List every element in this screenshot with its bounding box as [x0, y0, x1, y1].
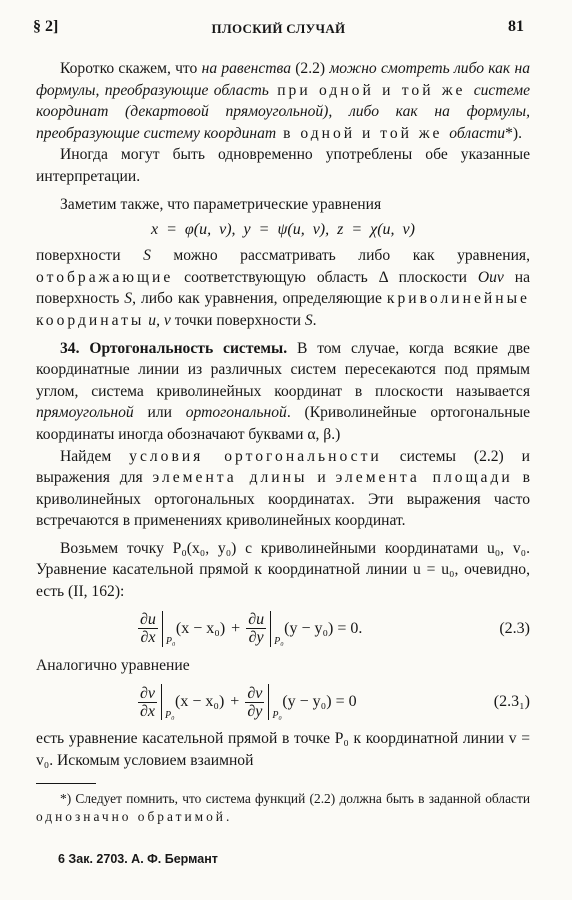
paragraph-parametric-intro: Заметим также, что параметрические уравнения	[60, 195, 382, 213]
paragraph-surface-mapping: поверхности S можно рассматривать либо как уравнения, отображающие соответствующую область Δ плоскости Ouv на поверхность S, либо как уравнения, определяющие криволинейные координаты u, v точки поверхности S.	[36, 247, 530, 329]
section-number: § 2]	[33, 18, 59, 35]
paragraph-interpretation: Коротко скажем, что на равенства (2.2) можно смотреть либо как на формулы, преобразующие область при одной и той же системе координат (декартовой прямоугольной), либо как на формулы, преобразующие систему координат в одной и той же области*).	[36, 60, 531, 142]
formula-2-3-1: $\frac{\partial v}{\partial x}$ P₀ (x − x₀) + $\frac{\partial v}{\partial y}$ P₀ (y − y₀) = 0 (2.3₁)	[36, 676, 530, 728]
parametric-equations: x = φ(u, v), y = ψ(u, v), z = χ(u, v)	[151, 221, 415, 239]
running-header	[33, 18, 524, 40]
paragraph-orthogonality: 34. Ортогональность системы. В том случае, когда всякие две координатные линии из различных систем пересекаются под прямым углом, система криволинейных координат в плоскости называется прямоугольной или ортогональной. (Криволинейные ортогональные координаты иногда обозначают буквами α, β.)	[36, 339, 530, 443]
paragraph-find-conditions: Найдем условия ортогональности системы (2.2) и выражения для элемента длины и элемента площади в криволинейных ортогональных координатах. Эти выражения часто встречаются в применениях криволинейных координат.	[36, 447, 531, 530]
page-number: 81	[508, 18, 524, 35]
running-title: ПЛОСКИЙ СЛУЧАЙ	[211, 21, 346, 36]
formula-label: (2.3)	[499, 619, 530, 637]
formula-label: (2.3₁)	[493, 693, 530, 711]
printer-signature: 6 Зак. 2703. А. Ф. Бермант	[58, 852, 218, 866]
paragraph-both-interpretations: Иногда могут быть одновременно употреблены обе указанные интерпретации.	[36, 146, 530, 185]
footnote: *) Следует помнить, что система функций (2.2) должна быть в заданной области однозначно обратимой.	[36, 791, 530, 825]
page-body	[36, 58, 530, 826]
paragraph-analogous: Аналогично уравнение	[36, 656, 190, 674]
paragraph-tangent-v: есть уравнение касательной прямой в точке P₀ к координатной линии v = v₀. Искомым условием взаимной	[36, 730, 530, 769]
footnote-rule	[36, 783, 96, 784]
formula-2-3: $\frac{\partial u}{\partial x}$ P₀ (x − x₀) + $\frac{\partial u}{\partial y}$ P₀ (y − y₀) = 0. (2.3)	[36, 603, 530, 655]
paragraph-tangent-line: Возьмем точку P₀(x₀, y₀) с криволинейными координатами u₀, v₀. Уравнение касательной прямой к координатной линии u = u₀, очевидно, есть (II, 162):	[36, 539, 530, 601]
section-heading: 34. Ортогональность системы.	[60, 339, 288, 357]
